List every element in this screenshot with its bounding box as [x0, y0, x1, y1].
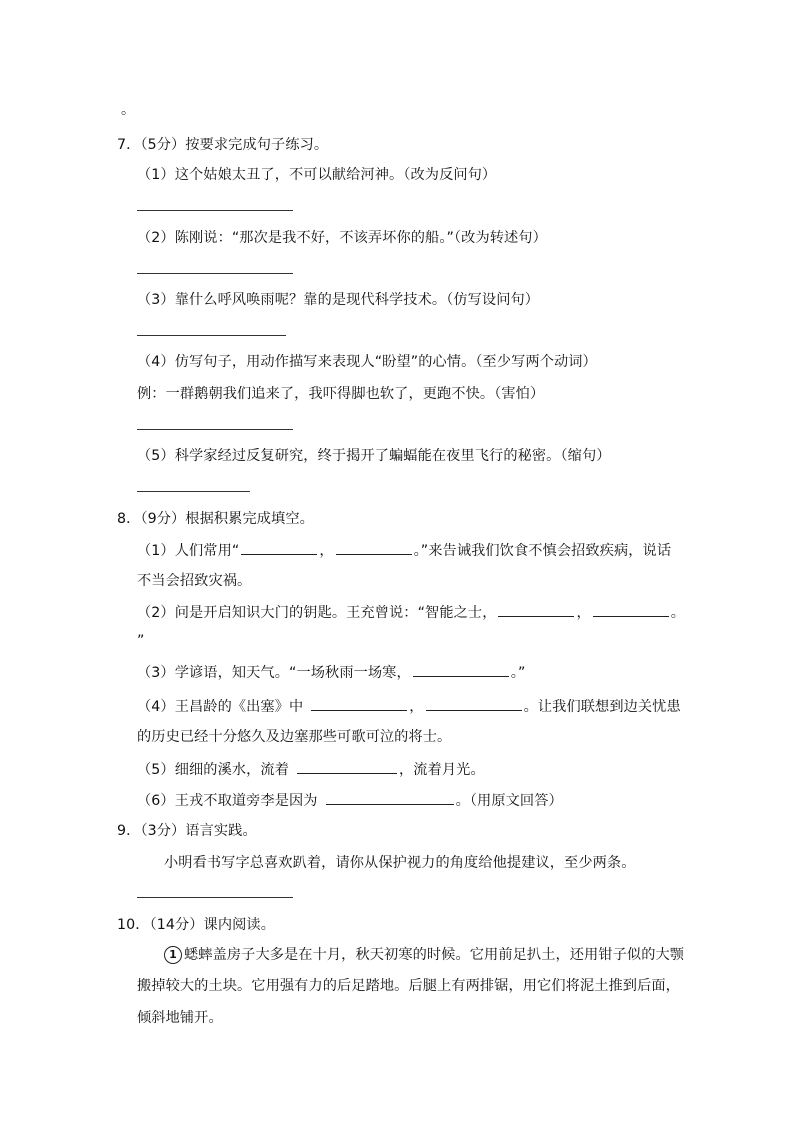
answer-line-7-5[interactable]: [137, 491, 250, 492]
question-8-2-end: 。: [670, 605, 686, 621]
fill-blank-8-3[interactable]: [413, 662, 509, 677]
question-8-5-text-b: ，流着月光。: [399, 762, 485, 778]
answer-line-7-1[interactable]: [137, 210, 293, 211]
question-9-body: 小明看书写字总喜欢趴着，请你从保护视力的角度给他提建议，至少两条。: [164, 855, 636, 871]
question-10-paragraph-line-2: 搬掉较大的土块。它用强有力的后足踏地。后腿上有两排锯，用它们将泥土推到后面，: [137, 978, 680, 994]
question-10-paragraph-line-1: [164, 945, 684, 965]
question-8-2-separator: ，: [576, 605, 591, 621]
question-10-title: 10．（14分）课内阅读。: [117, 917, 275, 933]
question-7-1: （1）这个姑娘太丑了，不可以献给河神。（改为反问句）: [137, 167, 497, 183]
fill-blank-8-5[interactable]: [297, 759, 397, 774]
question-8-6-text-a: （6）王戎不取道旁李是因为: [137, 793, 318, 809]
answer-line-7-4[interactable]: [137, 429, 293, 430]
question-7-title: 7．（5分）按要求完成句子练习。: [117, 137, 329, 153]
question-8-1: [137, 540, 671, 561]
question-8-6: [137, 790, 563, 811]
question-8-3-text-a: （3）学谚语，知天气。“一场秋雨一场寒，: [137, 665, 411, 681]
question-8-4-text-a: （4）王昌龄的《出塞》中: [137, 699, 304, 715]
question-8-4-text-b: 。让我们联想到边关忧患: [523, 699, 681, 715]
question-8-6-text-b: 。（用原文回答）: [455, 793, 563, 809]
question-8-4-continued: 的历史已经十分悠久及边塞那些可歌可泣的将士。: [137, 729, 452, 745]
question-7-5: （5）科学家经过反复研究，终于揭开了蝙蝠能在夜里飞行的秘密。（缩句）: [137, 448, 611, 464]
question-8-1-text-a: （1）人们常用“: [137, 543, 240, 559]
question-8-5: [137, 759, 485, 780]
question-8-title: 8．（9分）根据积累完成填空。: [117, 511, 314, 527]
question-9-title: 9．（3分）语言实践。: [117, 823, 257, 839]
paragraph-number-badge: 1: [164, 946, 182, 964]
question-8-1-continued: 不当会招致灾祸。: [137, 573, 252, 589]
fill-blank-8-2-a[interactable]: [498, 602, 574, 617]
fill-blank-8-1-a[interactable]: [241, 540, 317, 555]
question-8-3: [137, 662, 525, 683]
question-8-4: [137, 696, 681, 717]
fill-blank-8-4-b[interactable]: [426, 696, 522, 711]
answer-line-7-3[interactable]: [137, 335, 286, 336]
answer-line-9[interactable]: [137, 897, 293, 898]
fill-blank-8-2-b[interactable]: [593, 602, 669, 617]
question-8-4-separator: ，: [409, 699, 424, 715]
question-10-paragraph-text-1: 蟋蟀盖房子大多是在十月，秋天初寒的时候。它用前足扒土，还用钳子似的大颚: [184, 947, 685, 963]
answer-line-7-2[interactable]: [137, 273, 293, 274]
question-7-4: （4）仿写句子，用动作描写来表现人“盼望”的心情。（至少写两个动词）: [137, 354, 597, 370]
question-7-4-example: 例：一群鹅朝我们追来了，我吓得脚也软了，更跑不快。（害怕）: [137, 386, 545, 402]
fill-blank-8-4-a[interactable]: [311, 696, 407, 711]
question-8-3-end: 。”: [510, 665, 526, 681]
question-8-2-continued: ”: [137, 633, 145, 649]
question-7-2: （2）陈刚说：“那次是我不好，不该弄坏你的船。”（改为转述句）: [137, 230, 547, 246]
leading-punctuation: 。: [121, 102, 136, 118]
fill-blank-8-6[interactable]: [326, 790, 454, 805]
fill-blank-8-1-b[interactable]: [336, 540, 412, 555]
question-8-1-separator: ，: [319, 543, 334, 559]
question-8-2-text-a: （2）问是开启知识大门的钥匙。王充曾说：“智能之士，: [137, 605, 497, 621]
question-7-3: （3）靠什么呼风唤雨呢？靠的是现代科学技术。（仿写设问句）: [137, 292, 540, 308]
question-8-1-text-b: 。”来告诫我们饮食不慎会招致疾病，说话: [413, 543, 672, 559]
question-10-paragraph-line-3: 倾斜地铺开。: [137, 1010, 223, 1026]
question-8-5-text-a: （5）细细的溪水，流着: [137, 762, 290, 778]
question-8-2: [137, 602, 685, 623]
